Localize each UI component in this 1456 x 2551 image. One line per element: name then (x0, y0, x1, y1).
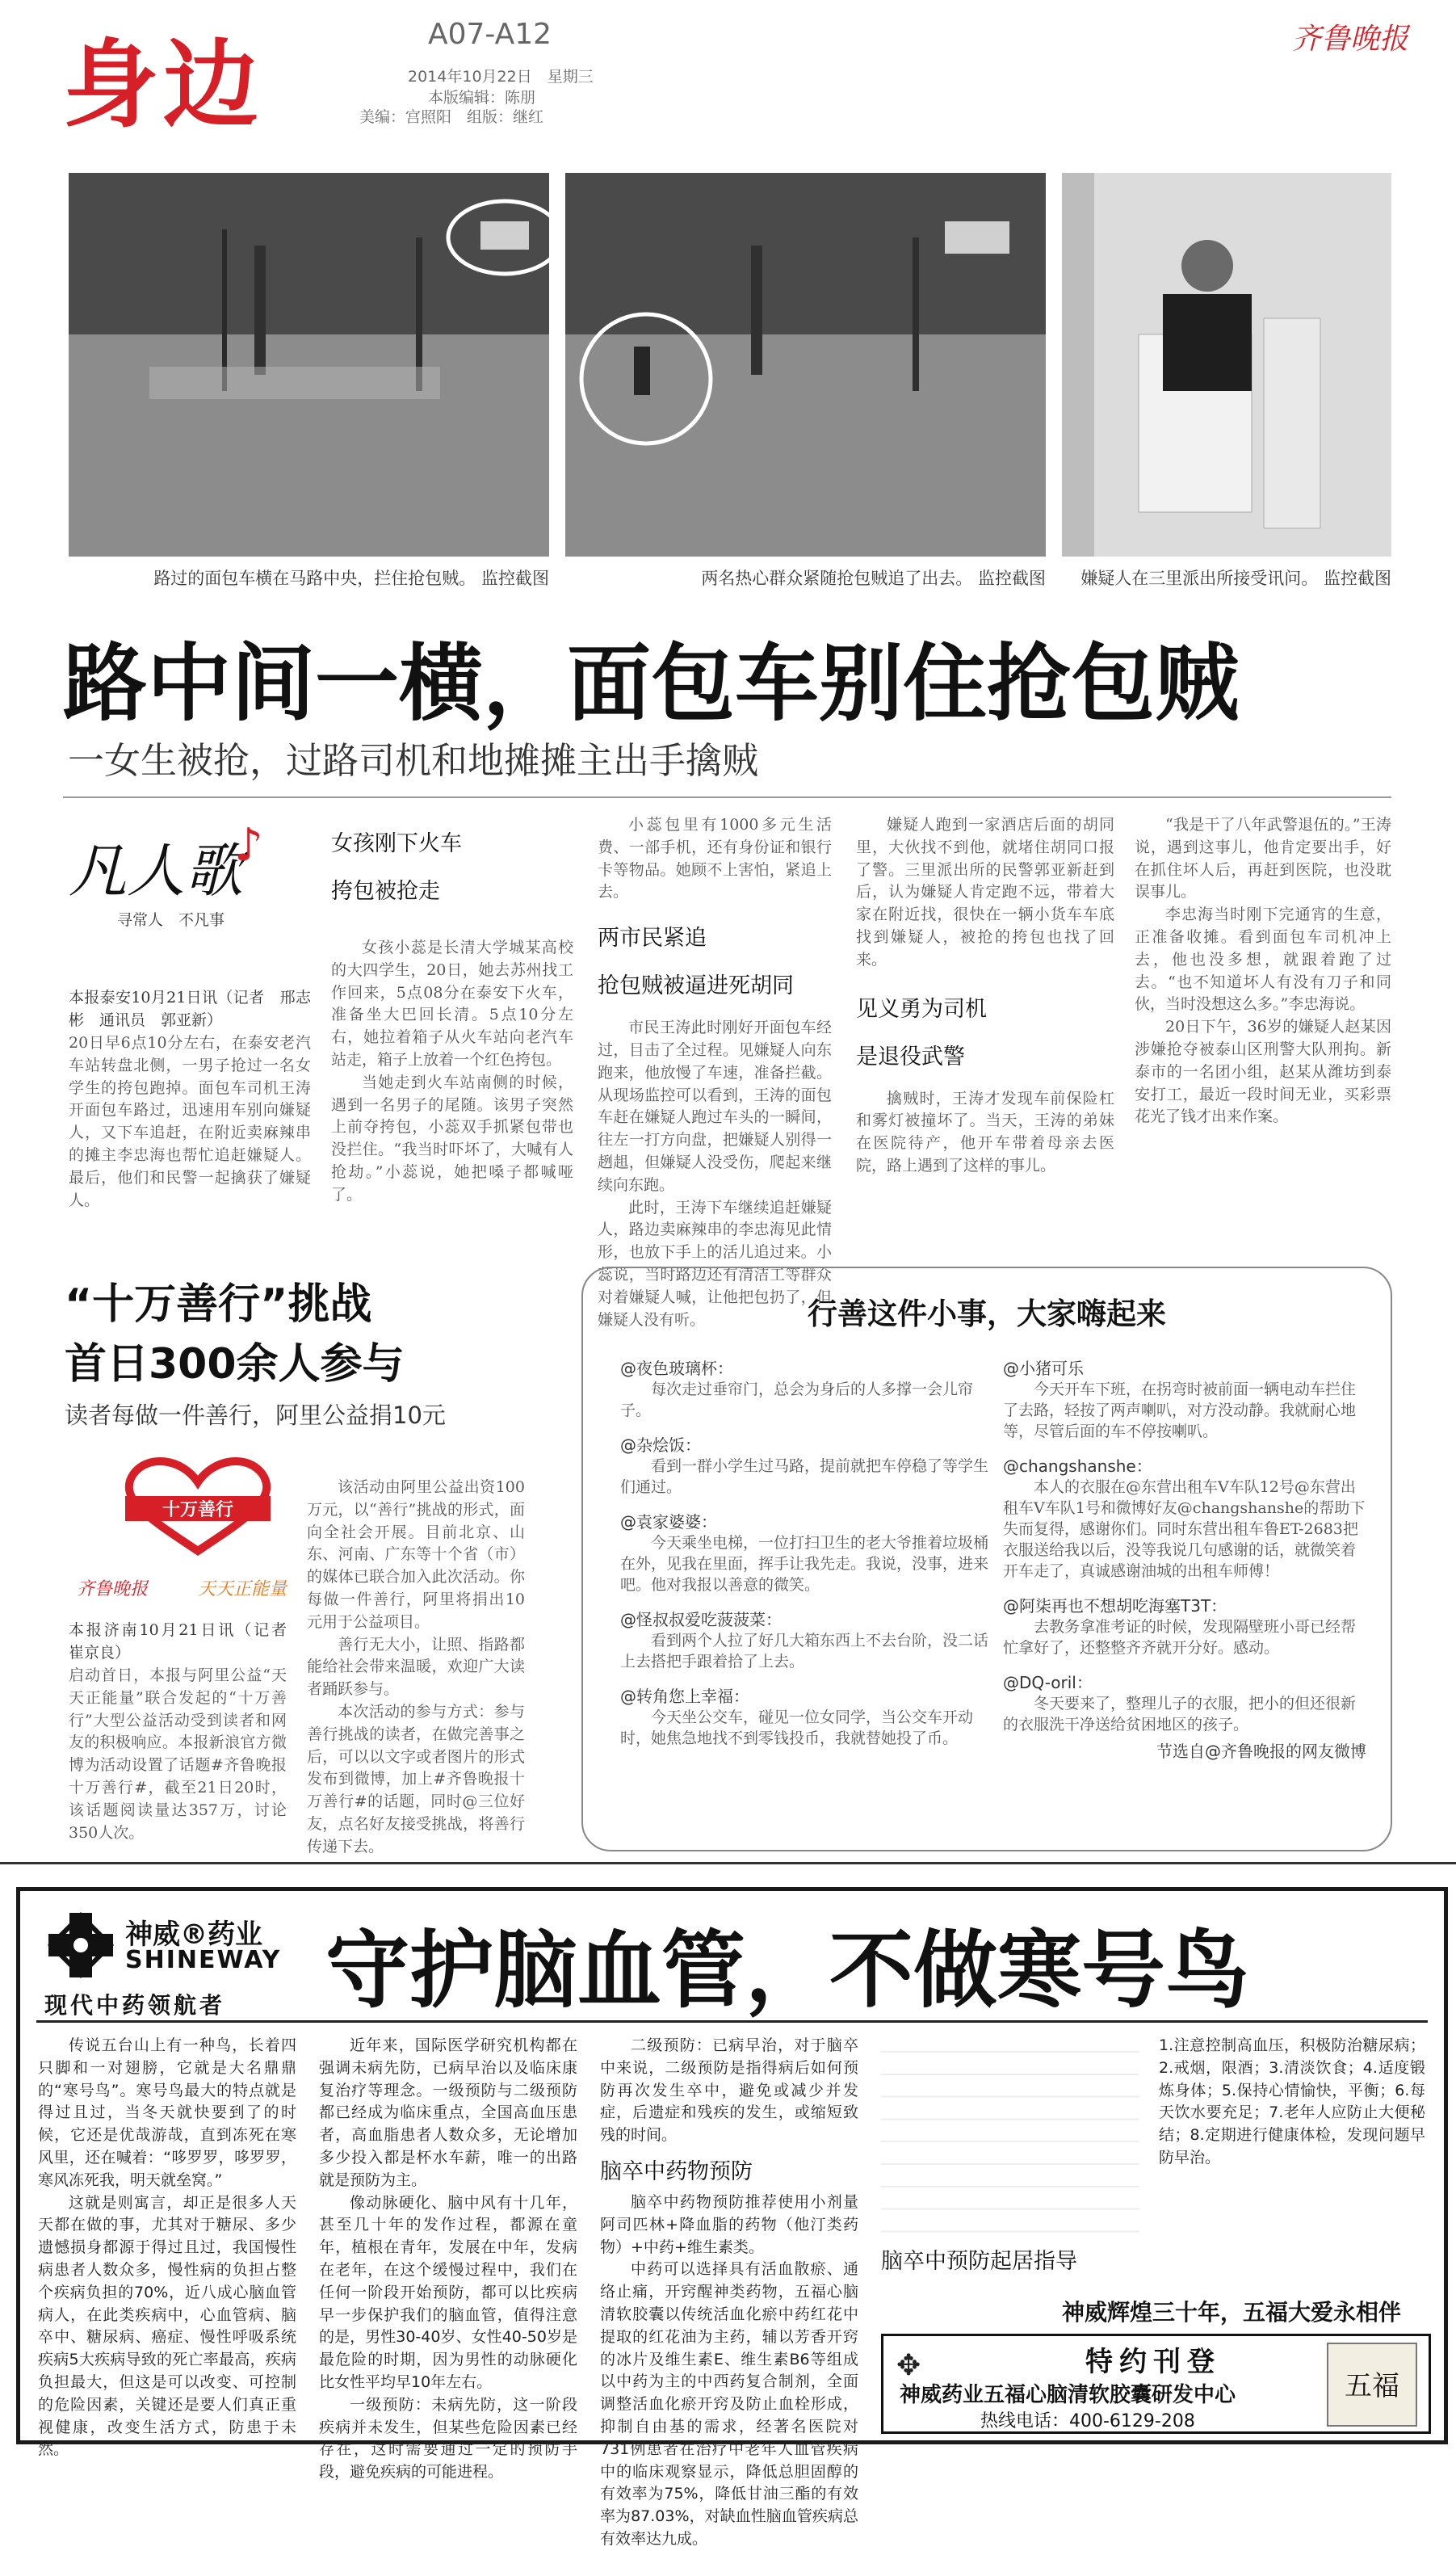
column-logo-title: 凡人歌 (69, 837, 244, 905)
story1-subhead: 一女生被抢，过路司机和地摊摊主出手擒贼 (68, 739, 759, 782)
story1-p9: 李忠海当时刚下完通宵的生意，正准备收摊。看到面包车司机冲上去，他也没多想，就跟着跑了过去。“也不知道坏人有没有刀子和同伙，当时没想这么多。”李忠海说。 (1135, 906, 1391, 1014)
ad-p2: 这就是则寓言，却正是很多人天天都在做的事，尤其对于糖尿、多少遗憾损身都源于得过且过，我国慢性病患者人数众多，慢性病的负担占整个疾病负担的70%，近八成心脑血管病人，在此类疾病中，心血管病、脑卒中、糖尿病、癌症、慢性呼吸系统疾病5大疾病导致的死亡率最高，疾病负担最大，但这是可以改变、可控制的危险因素，关键还是要人们真正重视健康，改变生活方式，防患于未然。 (38, 2193, 296, 2459)
story1-headline: 路中间一横，面包车别住抢包贼 (63, 634, 1240, 733)
story2-p4: 本次活动的参与方式：参与善行挑战的读者，在做完善事之后，可以以文字或者图片的形式发布到微博，加上#齐鲁晚报十万善行#的话题，同时@三位好友，点名好友接受挑战，将善行传递下去。 (307, 1702, 525, 1855)
weibo-text: 看到两个人拉了好几大箱东西上不去台阶，没二话上去搭把手跟着拾了上去。 (620, 1632, 989, 1671)
story2-p3: 善行无大小，让照、指路都能给社会带来温暖，欢迎广大读者踊跃参与。 (307, 1635, 525, 1699)
story1-rule (63, 796, 1391, 798)
ad-block (16, 1887, 1448, 2548)
weibo-user: @夜色玻璃杯： (620, 1359, 733, 1378)
ad-p3: 近年来，国际医学研究机构都在强调未病先防，已病早治以及临床康复治疗等理念。一级预防与二级预防都已经成为临床重点，全国高血压患者，高血脂患者人数众多，无论增加多少投入都是杯水车薪，唯一的出路就是预防为主。 (319, 2036, 577, 2189)
sponsor-org: 神威药业五福心脑清软胶囊研发中心 (900, 2383, 1236, 2407)
story2-col2 (307, 1477, 525, 1859)
masthead (0, 0, 1456, 162)
ad-col2 (319, 2035, 577, 2482)
weibo-user: @小猪可乐 (1003, 1359, 1084, 1378)
ad-p8: 中药可以选择具有活血散瘀、通络止痛，开窍醒神类药物，五福心脑清软胶囊以传统活血化瘀中药红花中提取的红花油为主药，辅以芳香开窍的冰片及维生素E、维生素B6等组成以中药为主的中西药复合制剂，全面调整活血化瘀开窍及防止血栓形成，抑制自由基的需求，经著名医院对731例患者在治疗中老年人血管疾病中的临床观察显示，降低总胆固醇的有效率为75%，降低甘油三酯的有效率为87.03%，对缺血性脑血管疾病总有效率达九成。 (600, 2260, 858, 2548)
sponsor-title: 特约刊登 (1085, 2346, 1221, 2378)
weibo-user: @DQ-oril： (1003, 1673, 1093, 1692)
weibo-post (620, 1683, 992, 1749)
story2-headline1: “十万善行”挑战 (65, 1280, 372, 1329)
weibo-post (620, 1607, 992, 1672)
story1-p2: 当她走到火车站南侧的时候，遇到一名男子的尾随。该男子突然上前夺挎包，小蕊双手抓紧包带也没拦住。“我当时吓坏了，大喊有人抢劫。”小蕊说，她把嗓子都喊哑了。 (331, 1073, 573, 1204)
weibo-text: 冬天要来了，整理儿子的衣服，把小的但还很新的衣服洗干净送给贫困地区的孩子。 (1003, 1695, 1357, 1734)
column-logo (69, 819, 311, 945)
ad-col3 (600, 2035, 858, 2548)
photo-van-image (69, 173, 549, 557)
sponsor-logo-icon: ✥ (896, 2349, 921, 2382)
story1-dateline (69, 987, 311, 1032)
weibo-text: 看到一群小学生过马路，提前就把车停稳了等学生们通过。 (620, 1457, 989, 1496)
weibo-post (1003, 1593, 1366, 1658)
weibo-post (1003, 1355, 1366, 1442)
story1-p6: 嫌疑人跑到一家酒店后面的胡同里，大伙找不到他，就堵住胡同口报了警。三里派出所的民警郭亚新赶到后，认为嫌疑人肯定跑不远，带着大家在附近找，很快在一辆小货车车底找到嫌疑人，被抢的挎包也找了回来。 (856, 816, 1114, 969)
ad-p6: 二级预防：已病早治，对于脑卒中来说，二级预防是指得病后如何预防再次发生卒中，避免或减少并发症，后遗症和残疾的发生，或缩短致残的时间。 (600, 2036, 858, 2145)
ad-p5: 一级预防：未病先防，这一阶段疾病并未发生，但某些危险因素已经存在，这时需要通过一定的预防手段，避免疾病的可能进程。 (319, 2395, 577, 2482)
ad-slogan: 现代中药领航者 (44, 1992, 226, 2019)
weibo-text: 今天乘坐电梯，一位打扫卫生的老大爷推着垃圾桶在外，见我在里面，挥手让我先走。我说，没事，进来吧。他对我报以善意的微笑。 (620, 1534, 989, 1594)
weibo-user: @杂烩饭： (620, 1435, 701, 1455)
photo-suspect-caption: 嫌疑人在三里派出所接受讯问。 监控截图 (1080, 569, 1391, 588)
ad-rule (36, 2020, 1428, 2023)
section-title: 身边 (63, 29, 264, 141)
story2-dateline: 本报济南10月21日讯（记者 崔京良） (69, 1621, 303, 1662)
weibo-user: @袁家婆婆： (620, 1512, 717, 1532)
weibo-box (581, 1267, 1392, 1851)
weibo-post (1003, 1670, 1366, 1735)
story1-p4: 市民王涛此时刚好开面包车经过，目击了全过程。见嫌疑人向东跑来，他放慢了车速，准备拦截。从现场监控可以看到，王涛的面包车赶在嫌疑人跑过车头的一瞬间，往左一打方向盘，把嫌疑人别得一趔趄，但嫌疑人没受伤，爬起来继续向东跑。 (598, 1019, 832, 1194)
sponsor-hotline: 热线电话：400-6129-208 (980, 2411, 1195, 2431)
ad-headline: 守护脑血管，不做寒号鸟 (325, 1921, 1250, 2019)
ad-col4 (881, 2035, 1139, 2275)
company-logo-icon (44, 1909, 117, 1982)
story1-sub2: 两市民紧追 (598, 926, 707, 952)
ad-p1: 传说五台山上有一种鸟，长着四只脚和一对翅膀，它就是大名鼎鼎的“寒号鸟”。寒号鸟最大的特点就是得过且过，当冬天就快要到了的时候，它还是优哉游哉，直到冻死在寒风里，还在喊着：“哆罗罗，哆罗罗，寒风冻死我，明天就垒窝。” (38, 2036, 296, 2189)
story2-p2: 该活动由阿里公益出资100万元，以“善行”挑战的形式，面向全社会开展。目前北京、山东、河南、广东等十个省（市）的媒体已联合加入此次活动。你每做一件善行，阿里将捐出10元用于公益项目。 (307, 1478, 525, 1631)
story1-col5 (1135, 814, 1391, 1128)
weibo-credit: 节选自@齐鲁晚报的网友微博 (1156, 1742, 1366, 1761)
column-logo-slogan: 寻常人 不凡事 (117, 911, 225, 929)
brand-logo-2: 天天正能量 (198, 1579, 287, 1599)
weibo-title: 行善这件小事，大家嗨起来 (808, 1297, 1166, 1331)
story1-sub3: 见义勇为司机 (856, 996, 987, 1022)
product-pack (1327, 2343, 1417, 2427)
story1-sub3b: 是退役武警 (856, 1044, 965, 1070)
sponsor-box (881, 2334, 1431, 2434)
ad-brand: 神威®药业 (125, 1919, 262, 1951)
goodwill-logo-text: 十万善行 (125, 1496, 271, 1521)
weibo-text: 每次走过垂帘门，总会为身后的人多撑一会儿帘子。 (620, 1381, 974, 1419)
ad-sub1: 脑卒中药物预防 (600, 2158, 753, 2184)
story1-col4 (856, 814, 1114, 1175)
story1-p8: “我是干了八年武警退伍的。”王涛说，遇到这事儿，他肯定要出手，好在抓住坏人后，再赶到医院，也没耽误事儿。 (1135, 816, 1391, 901)
story1-p10: 20日下午，36岁的嫌疑人赵某因涉嫌抢夺被泰山区刑警大队刑拘。新泰市的一名团小组，赵某从潍坊到泰安打工，最近一段时间无业，买彩票花光了钱才出来作案。 (1135, 1018, 1391, 1126)
weibo-col-right (1003, 1347, 1366, 1762)
story1-col3 (598, 814, 832, 1329)
weibo-post (620, 1432, 992, 1498)
weibo-user: @转角您上幸福： (620, 1687, 749, 1706)
product-pack-label: 五福 (1345, 2370, 1399, 2402)
photo-chase (565, 173, 1046, 557)
story1-intro: 20日早6点10分左右，在泰安老汽车站转盘北侧，一男子抢过一名女学生的挎包跑掉。面包车司机王涛开面包车路过，迅速用车别向嫌疑人，又下车追赶，在附近卖麻辣串的摊主李忠海也帮忙追赶嫌疑人。最后，他们和民警一起擒获了嫌疑人。 (69, 1034, 311, 1209)
ad-col5 (1159, 2035, 1425, 2170)
weibo-user: @阿柒再也不想胡吃海塞T3T： (1003, 1596, 1227, 1616)
story2-subhead: 读者每做一件善行，阿里公益捐10元 (65, 1402, 446, 1429)
weibo-col-left (620, 1347, 992, 1749)
ad-brand-en: SHINEWAY (125, 1946, 282, 1974)
ad-logo (44, 1909, 311, 2022)
weibo-user: @changshanshe： (1003, 1456, 1152, 1476)
story2-headline2: 首日300余人参与 (65, 1340, 405, 1389)
weibo-text: 本人的衣服在@东营出租车V车队12号@东营出租车V车队1号和微博好友@changshanshe的帮助下失而复得，感谢你们。同时东营出租车鲁ET-2683把衣服送给我以后，没等我说几句感谢的话，就微笑着开车走了，真诚感谢油城的出租车师傅！ (1003, 1478, 1366, 1580)
paper-logo: 齐鲁晚报 (1292, 23, 1409, 56)
story1-sub1: 女孩刚下火车 (331, 831, 462, 856)
story1-sub1b: 挎包被抢走 (331, 879, 440, 904)
ad-tagline: 神威辉煌三十年，五福大爱永相伴 (1062, 2299, 1402, 2326)
weibo-post (620, 1509, 992, 1595)
column-logo-note-icon: ♪ (234, 819, 263, 872)
story1-p1: 女孩小蕊是长清大学城某高校的大四学生，20日，她去苏州找工作回来，5点08分在泰安下火车，准备坐大巴回长清。5点10分左右，她拉着箱子从火车站向老汽车站走，箱子上放着一个红色挎包。 (331, 939, 573, 1069)
ad-col1 (38, 2035, 296, 2459)
weibo-user: @怪叔叔爱吃菠菠菜： (620, 1610, 782, 1629)
ad-tips: 1.注意控制高血压，积极防治糖尿病；2.戒烟，限酒；3.清淡饮食；4.适度锻炼身体；5.保持心情愉快，平衡；6.每天饮水要充足；7.老年人应防止大便秘结；8.定期进行健康体检，发现问题早防早治。 (1159, 2036, 1425, 2166)
story1-p3: 小蕊包里有1000多元生活费、一部手机，还有身份证和银行卡等物品。她顾不上害怕，紧追上去。 (598, 816, 832, 901)
story2-p1: 启动首日，本报与阿里公益“天天正能量”联合发起的“十万善行”大型公益活动受到读者和网友的积极响应。本报新浪官方微博为活动设置了话题#齐鲁晚报十万善行#，截至21日20时，该话题阅读量达357万，讨论350人次。 (69, 1666, 287, 1842)
ad-top-rule (0, 1862, 1456, 1864)
editor-credit: 本版编辑：陈朋 (428, 89, 536, 107)
story1-p7: 擒贼时，王涛才发现车前保险杠和雾灯被撞坏了。当天，王涛的弟妹在医院待产，他开车带着母亲去医院，路上遇到了这样的事儿。 (856, 1089, 1114, 1175)
goodwill-logo (77, 1454, 319, 1616)
photo-suspect-image (1062, 173, 1391, 557)
weibo-post (620, 1355, 992, 1421)
issue-date: 2014年10月22日 星期三 (408, 68, 594, 86)
weibo-text: 今天坐公交车，碰见一位女同学，当公交车开动时，她焦急地找不到零钱投币，我就替她投了币。 (620, 1708, 974, 1747)
story1-p5-start: 此时，王涛下车继续追赶嫌疑人，路边卖麻辣串的李忠海见此情形，也放下手上的活儿追过来。小蕊说，当时路边还有清洁工等群众对着嫌疑人喊，让他把包扔了，但嫌疑人没有听。 (598, 1198, 832, 1329)
photo-chase-image (565, 173, 1046, 557)
photo-chase-caption: 两名热心群众紧随抢包贼追了出去。 监控截图 (701, 569, 1046, 588)
photo-suspect (1062, 173, 1391, 557)
story1-dateline-text: 本报泰安10月21日讯（记者 邢志彬 通讯员 郭亚新） (69, 989, 311, 1029)
story1-col2 (331, 826, 573, 1207)
design-credit: 美编：宫照阳 组版：继红 (359, 108, 544, 126)
page-range: A07-A12 (428, 18, 552, 51)
ad-p7: 脑卒中药物预防推荐使用小剂量阿司匹林+降血脂的药物（他汀类药物）+中药+维生素类。 (600, 2192, 858, 2256)
story1-sub2b: 抢包贼被逼进死胡同 (598, 973, 794, 999)
brand-logo-1: 齐鲁晚报 (77, 1579, 149, 1599)
weibo-post (1003, 1453, 1366, 1582)
weibo-text: 去教务拿准考证的时候，发现隔壁班小哥已经帮忙拿好了，还整整齐齐就开分好。感动。 (1003, 1618, 1357, 1657)
weibo-text: 今天开车下班，在拐弯时被前面一辆电动车拦住了去路，轻按了两声喇叭，对方没动静。我就耐心地等，尽管后面的车不停按喇叭。 (1003, 1381, 1357, 1440)
ad-p4: 像动脉硬化、脑中风有十几年，甚至几十年的发作过程，都源在童年，植根在青年，发展在中年，发病在老年，在这个缓慢过程中，我们在任何一阶段开始预防，都可以比疾病早一步保护我们的脑血管，值得注意的是，男性30-40岁、女性40-50岁是最危险的时期，因为男性的动脉硬化比女性平均早10年左右。 (319, 2193, 577, 2391)
photo-van (69, 173, 549, 557)
ad-p8-cont (881, 2035, 1139, 2237)
ad-sub2: 脑卒中预防起居指导 (881, 2249, 1077, 2274)
photo-van-caption: 路过的面包车横在马路中央，拦住抢包贼。 监控截图 (153, 569, 549, 588)
